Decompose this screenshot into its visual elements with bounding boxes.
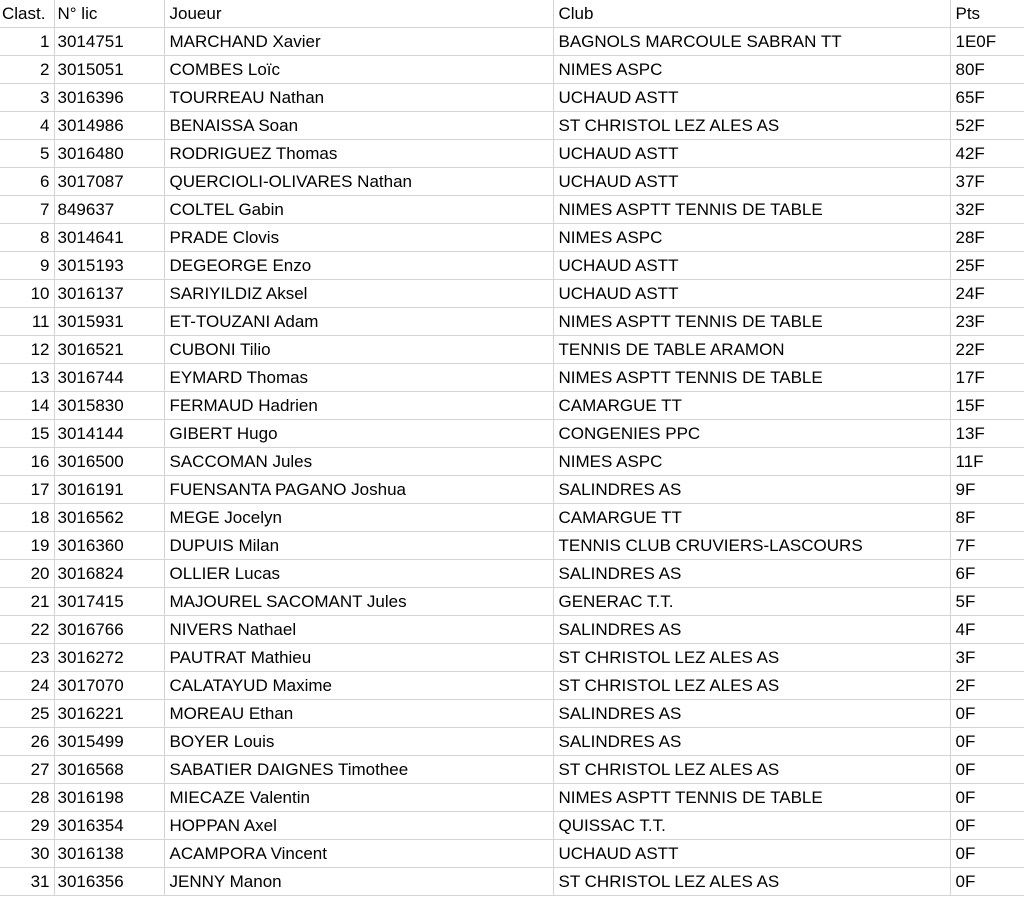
points-cell[interactable]: 65F	[950, 84, 1024, 112]
club-cell[interactable]: CONGENIES PPC	[553, 420, 950, 448]
table-row	[0, 252, 1024, 280]
rank-cell[interactable]: 16	[0, 448, 54, 476]
player-cell[interactable]: GIBERT Hugo	[164, 420, 553, 448]
rank-cell[interactable]: 14	[0, 392, 54, 420]
rank-cell[interactable]: 20	[0, 560, 54, 588]
points-cell[interactable]: 13F	[950, 420, 1024, 448]
rank-cell[interactable]: 19	[0, 532, 54, 560]
header-club[interactable]: Club	[553, 0, 950, 28]
rank-cell[interactable]: 30	[0, 840, 54, 868]
table-row	[0, 532, 1024, 560]
rank-cell[interactable]: 1	[0, 28, 54, 56]
player-cell[interactable]: OLLIER Lucas	[164, 560, 553, 588]
rank-cell[interactable]: 9	[0, 252, 54, 280]
points-cell[interactable]: 5F	[950, 588, 1024, 616]
club-cell[interactable]: UCHAUD ASTT	[553, 168, 950, 196]
table-row	[0, 448, 1024, 476]
club-cell[interactable]: ST CHRISTOL LEZ ALES AS	[553, 756, 950, 784]
header-player[interactable]: Joueur	[164, 0, 553, 28]
club-cell[interactable]: NIMES ASPTT TENNIS DE TABLE	[553, 308, 950, 336]
player-cell[interactable]: MOREAU Ethan	[164, 700, 553, 728]
table-row	[0, 812, 1024, 840]
player-cell[interactable]: CUBONI Tilio	[164, 336, 553, 364]
license-cell[interactable]: 3016562	[54, 504, 164, 532]
header-points[interactable]: Pts	[950, 0, 1024, 28]
player-cell[interactable]: RODRIGUEZ Thomas	[164, 140, 553, 168]
license-cell[interactable]: 3015051	[54, 56, 164, 84]
rank-cell[interactable]: 31	[0, 868, 54, 896]
player-cell[interactable]: NIVERS Nathael	[164, 616, 553, 644]
points-cell[interactable]: 9F	[950, 476, 1024, 504]
club-cell[interactable]: ST CHRISTOL LEZ ALES AS	[553, 868, 950, 896]
player-cell[interactable]: MARCHAND Xavier	[164, 28, 553, 56]
points-cell[interactable]: 0F	[950, 756, 1024, 784]
rank-cell[interactable]: 4	[0, 112, 54, 140]
club-cell[interactable]: UCHAUD ASTT	[553, 84, 950, 112]
license-cell[interactable]: 3016360	[54, 532, 164, 560]
player-cell[interactable]: SACCOMAN Jules	[164, 448, 553, 476]
points-cell[interactable]: 24F	[950, 280, 1024, 308]
rank-cell[interactable]: 24	[0, 672, 54, 700]
table-row	[0, 672, 1024, 700]
club-cell[interactable]: NIMES ASPC	[553, 224, 950, 252]
table-row	[0, 56, 1024, 84]
rank-cell[interactable]: 5	[0, 140, 54, 168]
rank-cell[interactable]: 23	[0, 644, 54, 672]
rank-cell[interactable]: 10	[0, 280, 54, 308]
club-cell[interactable]: TENNIS CLUB CRUVIERS-LASCOURS	[553, 532, 950, 560]
license-cell[interactable]: 3016356	[54, 868, 164, 896]
club-cell[interactable]: SALINDRES AS	[553, 728, 950, 756]
table-row	[0, 504, 1024, 532]
table-row	[0, 112, 1024, 140]
rank-cell[interactable]: 27	[0, 756, 54, 784]
player-cell[interactable]: SARIYILDIZ Aksel	[164, 280, 553, 308]
header-rank[interactable]: Clast.	[0, 0, 54, 28]
club-cell[interactable]: GENERAC T.T.	[553, 588, 950, 616]
player-cell[interactable]: EYMARD Thomas	[164, 364, 553, 392]
club-cell[interactable]: UCHAUD ASTT	[553, 140, 950, 168]
points-cell[interactable]: 25F	[950, 252, 1024, 280]
points-cell[interactable]: 22F	[950, 336, 1024, 364]
license-cell[interactable]: 3016396	[54, 84, 164, 112]
club-cell[interactable]: SALINDRES AS	[553, 616, 950, 644]
table-row	[0, 560, 1024, 588]
club-cell[interactable]: ST CHRISTOL LEZ ALES AS	[553, 644, 950, 672]
table-row	[0, 392, 1024, 420]
license-cell[interactable]: 3014751	[54, 28, 164, 56]
points-cell[interactable]: 52F	[950, 112, 1024, 140]
points-cell[interactable]: 0F	[950, 700, 1024, 728]
player-cell[interactable]: MAJOUREL SACOMANT Jules	[164, 588, 553, 616]
club-cell[interactable]: SALINDRES AS	[553, 700, 950, 728]
club-cell[interactable]: CAMARGUE TT	[553, 392, 950, 420]
license-cell[interactable]: 3015830	[54, 392, 164, 420]
club-cell[interactable]: TENNIS DE TABLE ARAMON	[553, 336, 950, 364]
table-row	[0, 336, 1024, 364]
rank-cell[interactable]: 17	[0, 476, 54, 504]
player-cell[interactable]: BENAISSA Soan	[164, 112, 553, 140]
rank-cell[interactable]: 11	[0, 308, 54, 336]
table-row	[0, 756, 1024, 784]
club-cell[interactable]: CAMARGUE TT	[553, 504, 950, 532]
license-cell[interactable]: 3016500	[54, 448, 164, 476]
table-row	[0, 700, 1024, 728]
rank-cell[interactable]: 13	[0, 364, 54, 392]
club-cell[interactable]: NIMES ASPC	[553, 56, 950, 84]
table-row	[0, 644, 1024, 672]
club-cell[interactable]: QUISSAC T.T.	[553, 812, 950, 840]
license-cell[interactable]: 3014144	[54, 420, 164, 448]
license-cell[interactable]: 3016191	[54, 476, 164, 504]
points-cell[interactable]: 6F	[950, 560, 1024, 588]
points-cell[interactable]: 0F	[950, 840, 1024, 868]
license-cell[interactable]: 3016137	[54, 280, 164, 308]
player-cell[interactable]: SABATIER DAIGNES Timothee	[164, 756, 553, 784]
table-row	[0, 364, 1024, 392]
points-cell[interactable]: 0F	[950, 812, 1024, 840]
license-cell[interactable]: 3015193	[54, 252, 164, 280]
license-cell[interactable]: 3017070	[54, 672, 164, 700]
points-cell[interactable]: 3F	[950, 644, 1024, 672]
player-cell[interactable]: MIECAZE Valentin	[164, 784, 553, 812]
header-row	[0, 0, 1024, 28]
player-cell[interactable]: ET-TOUZANI Adam	[164, 308, 553, 336]
points-cell[interactable]: 42F	[950, 140, 1024, 168]
rank-cell[interactable]: 7	[0, 196, 54, 224]
club-cell[interactable]: UCHAUD ASTT	[553, 840, 950, 868]
points-cell[interactable]: 17F	[950, 364, 1024, 392]
license-cell[interactable]: 3016744	[54, 364, 164, 392]
license-cell[interactable]: 3016521	[54, 336, 164, 364]
table-row	[0, 196, 1024, 224]
rank-cell[interactable]: 28	[0, 784, 54, 812]
table-row	[0, 840, 1024, 868]
rank-cell[interactable]: 21	[0, 588, 54, 616]
player-cell[interactable]: COMBES Loïc	[164, 56, 553, 84]
license-cell[interactable]: 3016824	[54, 560, 164, 588]
points-cell[interactable]: 28F	[950, 224, 1024, 252]
table-row	[0, 28, 1024, 56]
points-cell[interactable]: 23F	[950, 308, 1024, 336]
license-cell[interactable]: 3015499	[54, 728, 164, 756]
license-cell[interactable]: 3016568	[54, 756, 164, 784]
club-cell[interactable]: SALINDRES AS	[553, 560, 950, 588]
points-cell[interactable]: 4F	[950, 616, 1024, 644]
license-cell[interactable]: 3016198	[54, 784, 164, 812]
player-cell[interactable]: HOPPAN Axel	[164, 812, 553, 840]
table-row	[0, 224, 1024, 252]
player-cell[interactable]: FERMAUD Hadrien	[164, 392, 553, 420]
player-cell[interactable]: FUENSANTA PAGANO Joshua	[164, 476, 553, 504]
rank-cell[interactable]: 26	[0, 728, 54, 756]
rank-cell[interactable]: 22	[0, 616, 54, 644]
license-cell[interactable]: 3014986	[54, 112, 164, 140]
player-cell[interactable]: PRADE Clovis	[164, 224, 553, 252]
table-row	[0, 140, 1024, 168]
club-cell[interactable]: ST CHRISTOL LEZ ALES AS	[553, 112, 950, 140]
license-cell[interactable]: 3016354	[54, 812, 164, 840]
club-cell[interactable]: NIMES ASPC	[553, 448, 950, 476]
player-cell[interactable]: DEGEORGE Enzo	[164, 252, 553, 280]
table-row	[0, 588, 1024, 616]
player-cell[interactable]: MEGE Jocelyn	[164, 504, 553, 532]
points-cell[interactable]: 1E0F	[950, 28, 1024, 56]
club-cell[interactable]: NIMES ASPTT TENNIS DE TABLE	[553, 784, 950, 812]
player-cell[interactable]: COLTEL Gabin	[164, 196, 553, 224]
club-cell[interactable]: BAGNOLS MARCOULE SABRAN TT	[553, 28, 950, 56]
table-row	[0, 784, 1024, 812]
club-cell[interactable]: UCHAUD ASTT	[553, 252, 950, 280]
header-license[interactable]: N° lic	[54, 0, 164, 28]
player-cell[interactable]: JENNY Manon	[164, 868, 553, 896]
table-row	[0, 308, 1024, 336]
license-cell[interactable]: 3016272	[54, 644, 164, 672]
player-cell[interactable]: PAUTRAT Mathieu	[164, 644, 553, 672]
license-cell[interactable]: 3016480	[54, 140, 164, 168]
club-cell[interactable]: NIMES ASPTT TENNIS DE TABLE	[553, 196, 950, 224]
table-row	[0, 280, 1024, 308]
club-cell[interactable]: SALINDRES AS	[553, 476, 950, 504]
player-cell[interactable]: CALATAYUD Maxime	[164, 672, 553, 700]
points-cell[interactable]: 11F	[950, 448, 1024, 476]
table-row	[0, 84, 1024, 112]
rank-cell[interactable]: 29	[0, 812, 54, 840]
points-cell[interactable]: 2F	[950, 672, 1024, 700]
rank-cell[interactable]: 8	[0, 224, 54, 252]
table-row	[0, 168, 1024, 196]
license-cell[interactable]: 3017415	[54, 588, 164, 616]
player-cell[interactable]: QUERCIOLI-OLIVARES Nathan	[164, 168, 553, 196]
club-cell[interactable]: ST CHRISTOL LEZ ALES AS	[553, 672, 950, 700]
table-row	[0, 420, 1024, 448]
points-cell[interactable]: 0F	[950, 868, 1024, 896]
points-cell[interactable]: 8F	[950, 504, 1024, 532]
rank-cell[interactable]: 3	[0, 84, 54, 112]
player-cell[interactable]: ACAMPORA Vincent	[164, 840, 553, 868]
table-row	[0, 616, 1024, 644]
rank-cell[interactable]: 12	[0, 336, 54, 364]
table-row	[0, 728, 1024, 756]
rank-cell[interactable]: 6	[0, 168, 54, 196]
license-cell[interactable]: 3016766	[54, 616, 164, 644]
table-row	[0, 476, 1024, 504]
points-cell[interactable]: 32F	[950, 196, 1024, 224]
rank-cell[interactable]: 25	[0, 700, 54, 728]
points-cell[interactable]: 37F	[950, 168, 1024, 196]
license-cell[interactable]: 3017087	[54, 168, 164, 196]
rank-cell[interactable]: 18	[0, 504, 54, 532]
player-cell[interactable]: DUPUIS Milan	[164, 532, 553, 560]
license-cell[interactable]: 3015931	[54, 308, 164, 336]
points-cell[interactable]: 7F	[950, 532, 1024, 560]
player-cell[interactable]: TOURREAU Nathan	[164, 84, 553, 112]
club-cell[interactable]: UCHAUD ASTT	[553, 280, 950, 308]
table-row	[0, 868, 1024, 896]
rank-cell[interactable]: 2	[0, 56, 54, 84]
license-cell[interactable]: 849637	[54, 196, 164, 224]
club-cell[interactable]: NIMES ASPTT TENNIS DE TABLE	[553, 364, 950, 392]
player-cell[interactable]: BOYER Louis	[164, 728, 553, 756]
points-cell[interactable]: 80F	[950, 56, 1024, 84]
license-cell[interactable]: 3016221	[54, 700, 164, 728]
rank-cell[interactable]: 15	[0, 420, 54, 448]
license-cell[interactable]: 3014641	[54, 224, 164, 252]
license-cell[interactable]: 3016138	[54, 840, 164, 868]
points-cell[interactable]: 0F	[950, 784, 1024, 812]
points-cell[interactable]: 0F	[950, 728, 1024, 756]
points-cell[interactable]: 15F	[950, 392, 1024, 420]
